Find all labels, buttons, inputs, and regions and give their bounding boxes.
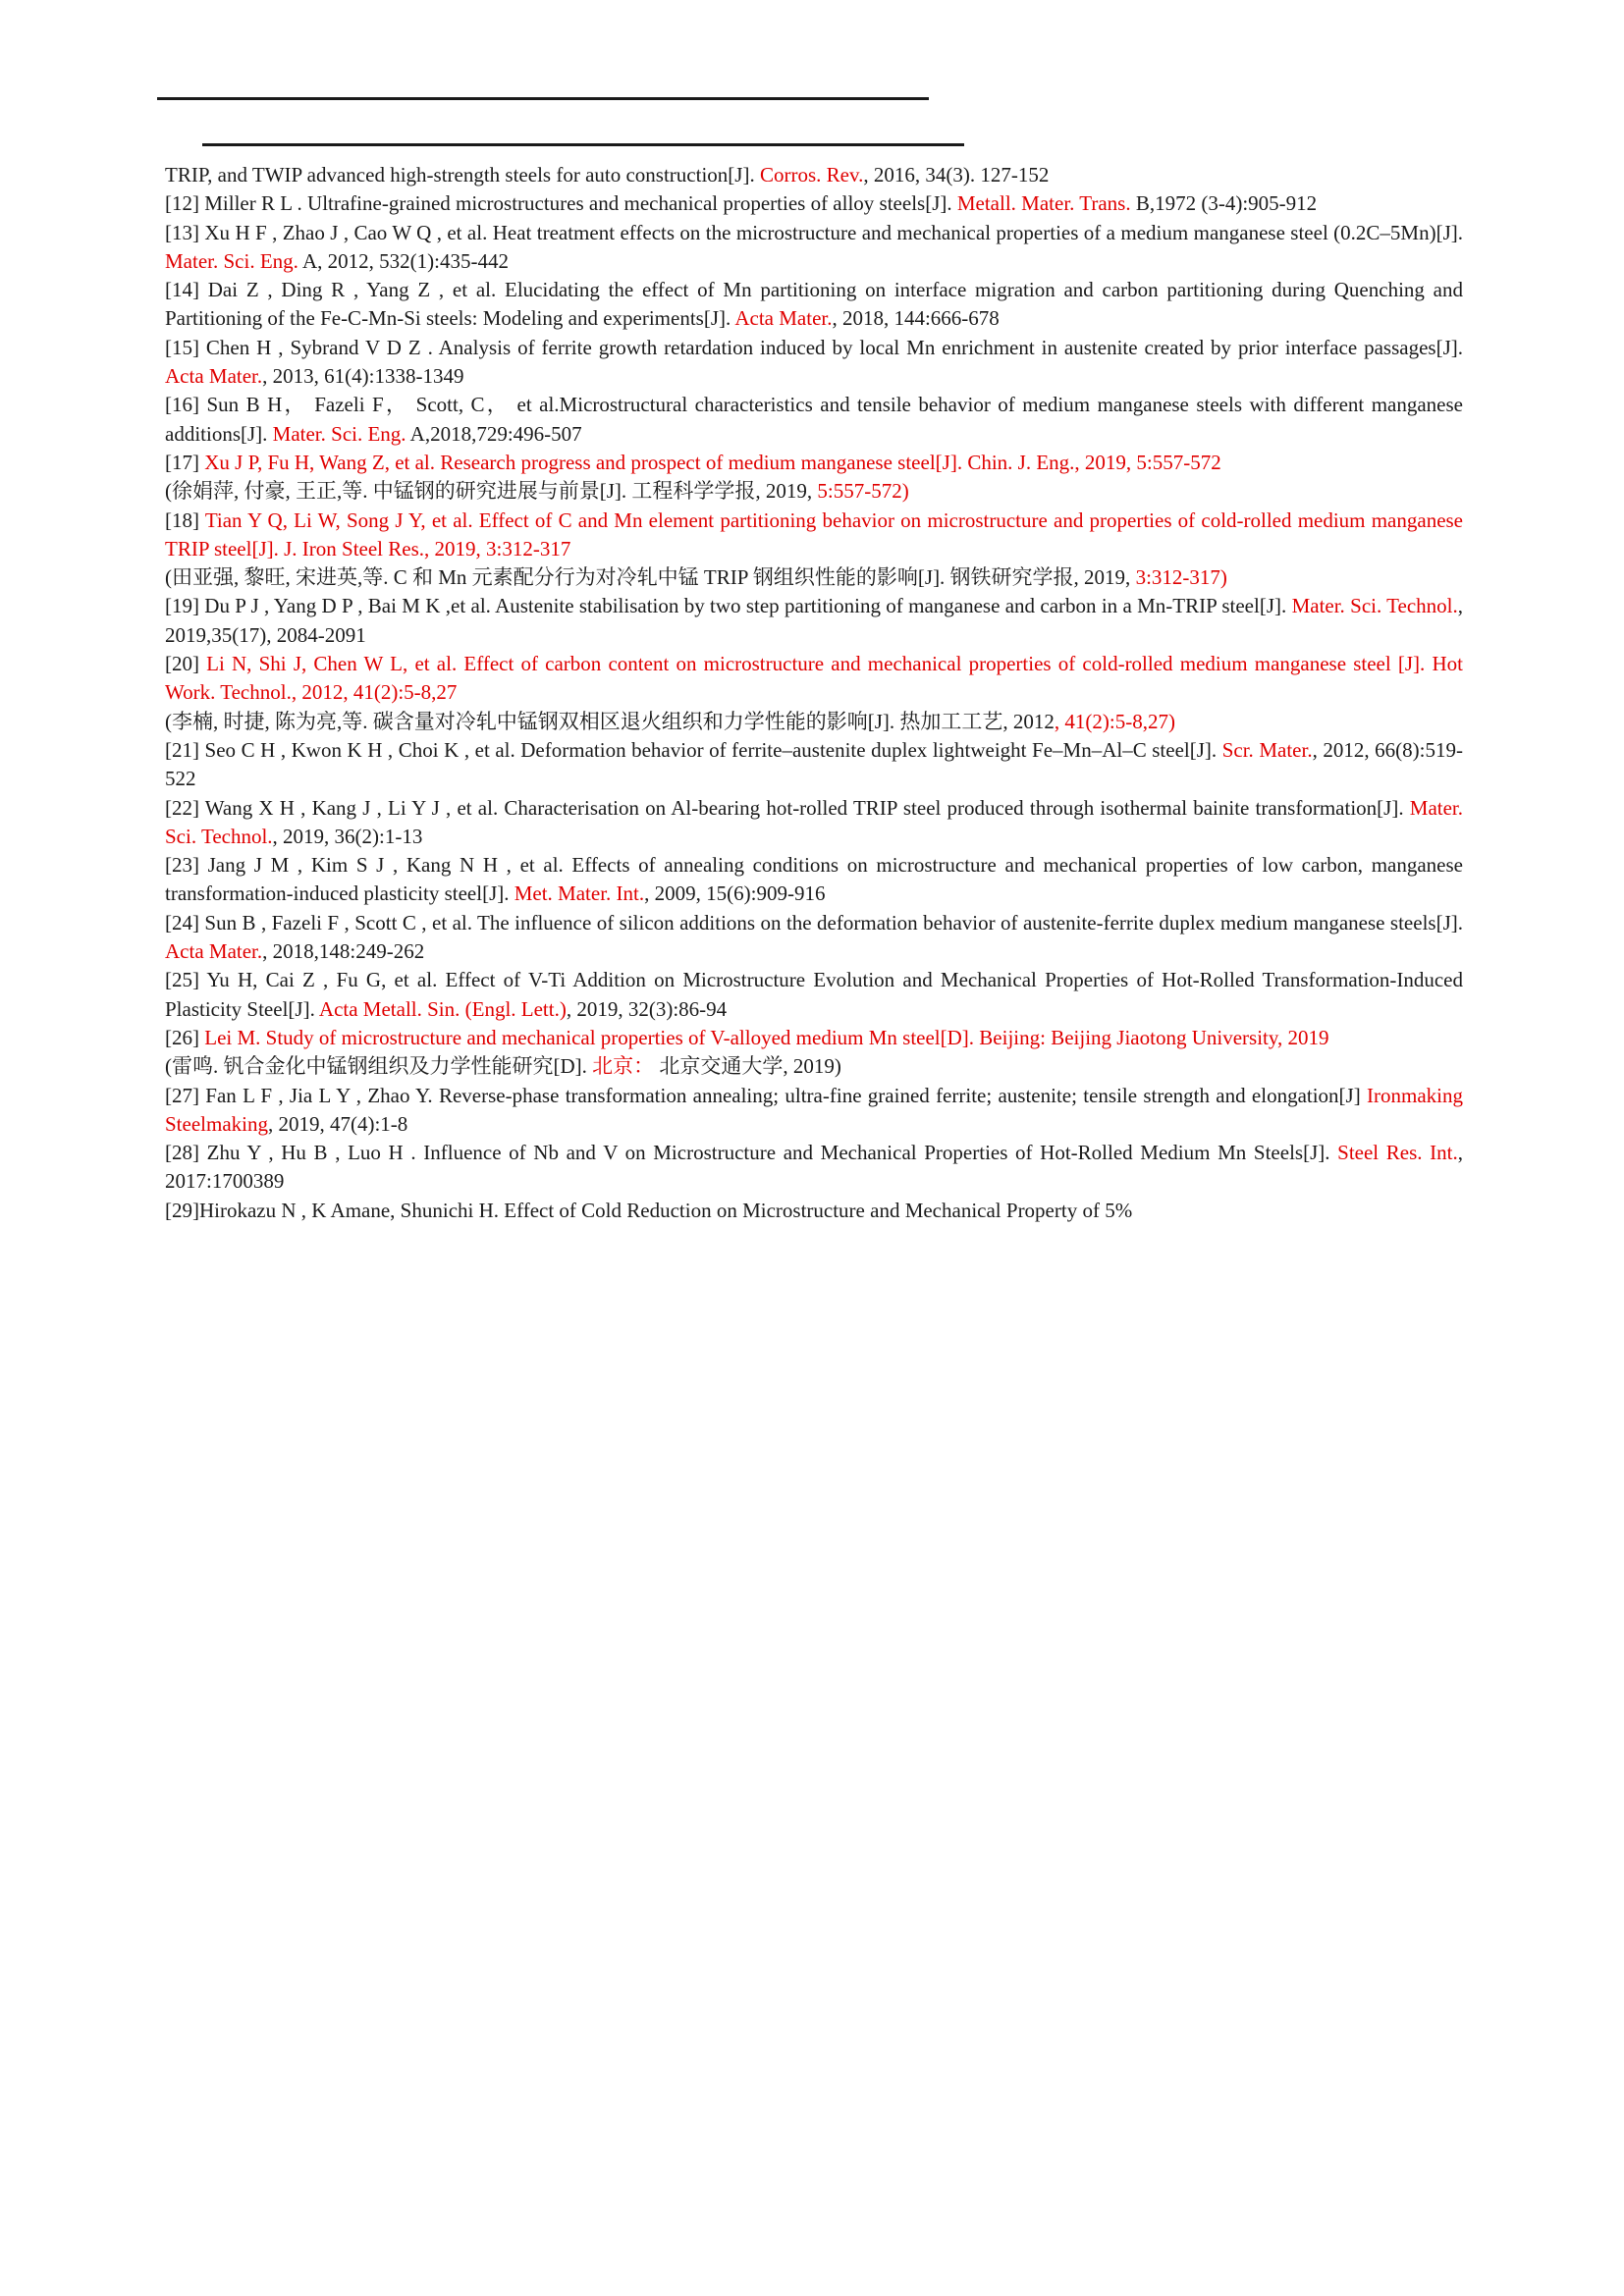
reference-paragraph — [165, 161, 1463, 189]
reference-highlight-text: Tian Y Q, Li W, Song J Y, et al. Effect of C and Mn element partitioning behavior on microstructure and properties of cold-rolled medium manganese TRIP steel[J]. J. Iron Steel Res., 2019, 3:312-317 — [165, 507, 1464, 561]
reference-text: [12] Miller R L . Ultrafine-grained microstructures and mechanical properties of alloy steels[J]. — [165, 191, 957, 216]
reference-highlight-text: Acta Metall. Sin. (Engl. Lett.) — [318, 996, 567, 1021]
reference-text: A,2018,729:496-507 — [406, 421, 582, 446]
reference-highlight-text: , 41(2):5-8,27) — [1054, 709, 1175, 733]
reference-paragraph — [165, 909, 1463, 967]
reference-text: , 2019, 36(2):1-13 — [272, 824, 423, 848]
reference-paragraph — [165, 507, 1463, 564]
reference-highlight-text: 3:312-317) — [1135, 565, 1227, 590]
reference-text: A, 2012, 532(1):435-442 — [298, 248, 509, 273]
reference-text: , 2018,148:249-262 — [262, 939, 425, 964]
references-list — [165, 161, 1463, 1225]
reference-text: [22] Wang X H , Kang J , Li Y J , et al. Characterisation on Al-bearing hot-rolled TRIP steel produced through isothermal bainite transformation[J]. — [165, 795, 1410, 820]
reference-highlight-text: Acta Mater. — [165, 364, 263, 389]
header-rule-bottom — [202, 143, 964, 146]
reference-text: [27] Fan L F , Jia L Y , Zhao Y. Reverse-phase transformation annealing; ultra-fine grained ferrite; austenite; tensile strength and elongation[J] — [165, 1083, 1368, 1107]
reference-text: [18] — [165, 507, 205, 532]
reference-paragraph — [165, 563, 1463, 592]
reference-highlight-text: Met. Mater. Int. — [514, 881, 645, 906]
reference-highlight-text: Mater. Sci. Eng. — [165, 248, 298, 273]
reference-text: B,1972 (3-4):905-912 — [1130, 191, 1318, 216]
reference-highlight-text: Acta Mater. — [165, 939, 263, 964]
reference-text: , 2009, 15(6):909-916 — [644, 881, 826, 906]
reference-text: [29]Hirokazu N , K Amane, Shunichi H. Effect of Cold Reduction on Microstructure and Mechanical Property of 5% — [165, 1198, 1133, 1222]
reference-paragraph — [165, 794, 1463, 852]
reference-paragraph — [165, 391, 1463, 449]
reference-text: [26] — [165, 1025, 205, 1049]
reference-highlight-text: Steel Res. Int. — [1337, 1141, 1458, 1165]
reference-paragraph — [165, 1139, 1463, 1197]
reference-paragraph — [165, 966, 1463, 1024]
reference-paragraph — [165, 219, 1463, 277]
reference-paragraph — [165, 736, 1463, 794]
reference-highlight-text: Li N, Shi J, Chen W L, et al. Effect of carbon content on microstructure and mechanical properties of cold-rolled medium manganese steel [J]. Hot Work. Technol., 2012, 41(2):5-8,27 — [165, 652, 1463, 705]
reference-highlight-text: Ironmaking Steelmaking — [165, 1083, 1463, 1136]
reference-text: [13] Xu H F , Zhao J , Cao W Q , et al. Heat treatment effects on the microstructure and mechanical properties of a medium manganese steel (0.2C–5Mn)[J]. — [165, 220, 1463, 244]
reference-text: 北京交通大学, 2019) — [654, 1054, 841, 1079]
reference-highlight-text: 5:557-572) — [817, 479, 909, 504]
reference-text: (徐娟萍, 付豪, 王正,等. 中锰钢的研究进展与前景[J]. 工程科学学报, 2019, — [165, 479, 818, 504]
reference-paragraph — [165, 1082, 1463, 1140]
reference-text: , 2013, 61(4):1338-1349 — [262, 364, 464, 389]
reference-text: [15] Chen H , Sybrand V D Z . Analysis of ferrite growth retardation induced by local Mn enrichment in austenite created by prior interface passages[J]. — [165, 335, 1463, 359]
reference-text: [28] Zhu Y , Hu B , Luo H . Influence of Nb and V on Microstructure and Mechanical Properties of Hot-Rolled Medium Mn Steels[J]. — [165, 1141, 1338, 1165]
reference-paragraph — [165, 592, 1463, 650]
reference-text: [19] Du P J , Yang D P , Bai M K ,et al. Austenite stabilisation by two step partitioning of manganese and carbon in a Mn-TRIP steel[J]. — [165, 594, 1292, 618]
reference-text: [16] Sun B H， Fazeli F， Scott, C， et al.Microstructural characteristics and tensile behavior of medium manganese steels with different manganese additions[J]. — [165, 393, 1463, 446]
reference-text: TRIP, and TWIP advanced high-strength steels for auto construction[J]. — [165, 163, 760, 187]
reference-highlight-text: Scr. Mater. — [1221, 737, 1313, 762]
reference-text: , 2017:1700389 — [165, 1141, 1463, 1194]
reference-text: (田亚强, 黎旺, 宋进英,等. C 和 Mn 元素配分行为对冷轧中锰 TRIP 钢组织性能的影响[J]. 钢铁研究学报, 2019, — [165, 565, 1136, 590]
reference-highlight-text: 北京： — [592, 1054, 655, 1079]
reference-highlight-text: Corros. Rev. — [759, 163, 864, 187]
reference-text: , 2016, 34(3). 127-152 — [863, 163, 1050, 187]
reference-highlight-text: Metall. Mater. Trans. — [956, 191, 1131, 216]
reference-highlight-text: Xu J P, Fu H, Wang Z, et al. Research progress and prospect of medium manganese steel[J]. Chin. J. Eng., 2019, 5:557-572 — [204, 450, 1221, 474]
reference-highlight-text: Lei M. Study of microstructure and mechanical properties of V-alloyed medium Mn steel[D]. Beijing: Beijing Jiaotong University, 2019 — [204, 1025, 1329, 1049]
reference-paragraph — [165, 851, 1463, 909]
header-rule-top — [157, 97, 929, 100]
reference-highlight-text: Mater. Sci. Technol. — [1291, 594, 1458, 618]
reference-paragraph — [165, 334, 1463, 392]
reference-text: [17] — [165, 450, 205, 474]
reference-paragraph — [165, 1024, 1463, 1052]
reference-paragraph — [165, 650, 1463, 708]
reference-text: , 2019, 32(3):86-94 — [566, 996, 728, 1021]
reference-text: , 2012, 66(8):519-522 — [165, 737, 1463, 791]
reference-paragraph — [165, 276, 1463, 334]
reference-text: [20] — [165, 652, 207, 676]
reference-text: , 2019, 47(4):1-8 — [267, 1111, 408, 1136]
reference-text: [24] Sun B , Fazeli F , Scott C , et al. The influence of silicon additions on the deformation behavior of austenite-ferrite duplex medium manganese steels[J]. — [165, 910, 1463, 934]
reference-text: (雷鸣. 钒合金化中锰钢组织及力学性能研究[D]. — [165, 1054, 593, 1079]
reference-highlight-text: Mater. Sci. Technol. — [165, 795, 1463, 848]
reference-paragraph — [165, 189, 1463, 218]
reference-text: , 2018, 144:666-678 — [832, 306, 1000, 331]
reference-text: [14] Dai Z , Ding R , Yang Z , et al. Elucidating the effect of Mn partitioning on interface migration and carbon partitioning during Quenching and Partitioning of the Fe-C-Mn-Si steels: Modeling and experiments[J]. — [165, 278, 1463, 331]
reference-text: [23] Jang J M , Kim S J , Kang N H , et al. Effects of annealing conditions on microstructure and mechanical properties of low carbon, manganese transformation-induced plasticity steel[J]. — [165, 853, 1463, 906]
reference-text: (李楠, 时捷, 陈为亮,等. 碳含量对冷轧中锰钢双相区退火组织和力学性能的影响[J]. 热加工工艺, 2012 — [165, 709, 1055, 733]
reference-text: [25] Yu H, Cai Z , Fu G, et al. Effect of V-Ti Addition on Microstructure Evolution and Mechanical Properties of Hot-Rolled Transformation-Induced Plasticity Steel[J]. — [165, 968, 1463, 1021]
reference-highlight-text: Acta Mater. — [734, 306, 833, 331]
reference-text: [21] Seo C H , Kwon K H , Choi K , et al. Deformation behavior of ferrite–austenite duplex lightweight Fe–Mn–Al–C steel[J]. — [165, 737, 1222, 762]
reference-paragraph — [165, 477, 1463, 506]
reference-paragraph — [165, 449, 1463, 477]
reference-text: , 2019,35(17), 2084-2091 — [165, 594, 1464, 647]
reference-paragraph — [165, 1052, 1463, 1081]
reference-highlight-text: Mater. Sci. Eng. — [272, 421, 406, 446]
reference-paragraph — [165, 708, 1463, 736]
reference-paragraph — [165, 1197, 1463, 1225]
